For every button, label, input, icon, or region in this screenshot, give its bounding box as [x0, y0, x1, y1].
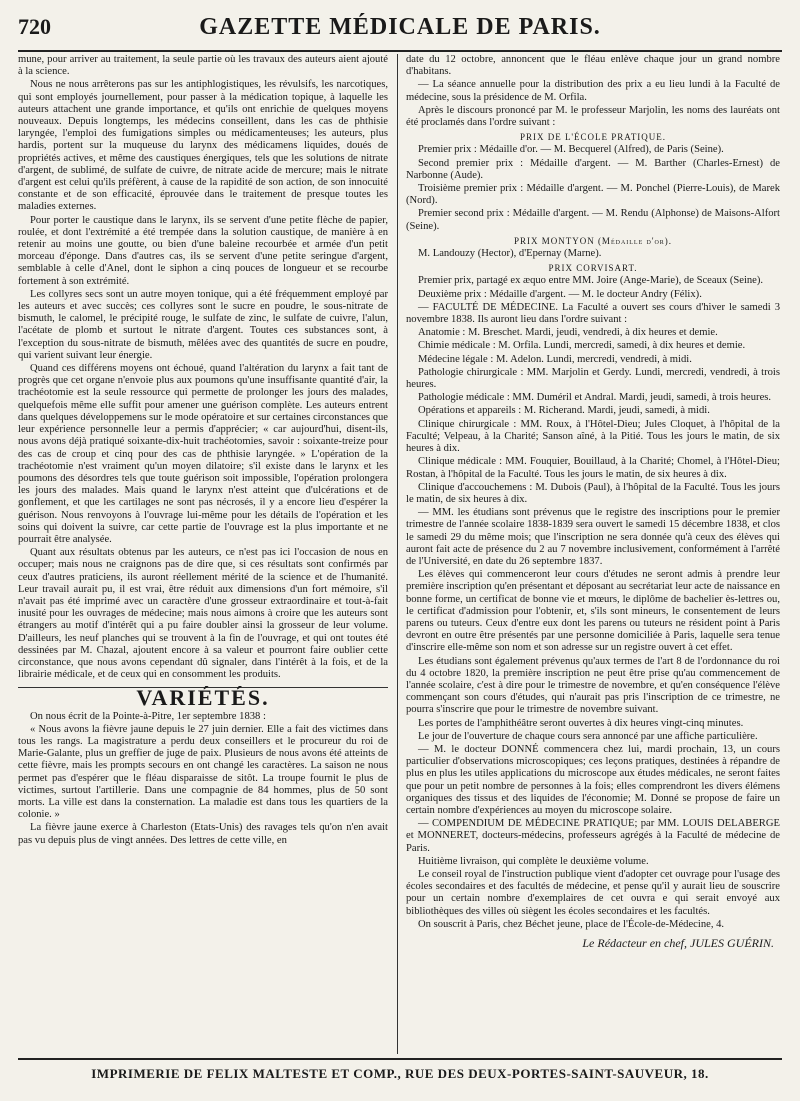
newspaper-page [18, 10, 782, 1090]
masthead [18, 10, 782, 52]
paragraph: Anatomie : M. Breschet. Mardi, jeudi, vendredi, à dix heures et demie. [418, 327, 718, 339]
paragraph: Le jour de l'ouverture de chaque cours sera annoncé par une affiche particulière. [418, 730, 758, 742]
paragraph: date du 12 octobre, annoncent que le fléau enlève chaque jour un grand nombre d'habitans. [406, 54, 780, 78]
editor-signature: Le Rédacteur en chef, JULES GUÉRIN. [582, 936, 774, 951]
paragraph: mune, pour arriver au traitement, la seule partie où les travaux des auteurs aient ajouté à la science. [18, 54, 388, 78]
paragraph: Après le discours prononcé par M. le professeur Marjolin, les noms des lauréats ont été proclamés dans l'ordre suivant : [406, 104, 780, 129]
paragraph: Clinique chirurgicale : MM. Roux, à l'Hôtel-Dieu; Jules Cloquet, à l'hôpital de la Faculté; Velpeau, à la Charité; Sanson aîné, à la Pitié. Tous les jours le matin, de six heures à dix. [406, 418, 780, 455]
paragraph: Opérations et appareils : M. Richerand. Mardi, jeudi, samedi, à midi. [418, 405, 710, 417]
paragraph: — COMPENDIUM DE MÉDECINE PRATIQUE; par MM. LOUIS DELABERGE et MONNERET, docteurs-médecins, professeurs agrégés à la Faculté de médecine de Paris. [406, 818, 780, 854]
paragraph: Pathologie chirurgicale : MM. Marjolin et Gerdy. Lundi, mercredi, vendredi, à trois heures. [406, 366, 780, 391]
page-number: 720 [18, 14, 51, 39]
prize-entry: Second premier prix : Médaille d'argent. — M. Barther (Charles-Ernest) de Narbonne (Aude). [406, 157, 780, 181]
prize-entry: Troisième premier prix : Médaille d'argent. — M. Ponchel (Pierre-Louis), de Marek (Nord). [406, 183, 780, 207]
paragraph: Le conseil royal de l'instruction publique vient d'adopter cet ouvrage pour l'usage des écoles secondaires et des facultés de médecine, et pense qu'il y aurait lieu de souscrire pour un certain nombre d'exemplaires de cet ouvra e qui serait envoyé aux bibliothèques des villes où siègent les écoles secondaires et les facultés. [406, 869, 780, 917]
paragraph: Huitième livraison, qui complète le deuxième volume. [418, 855, 649, 867]
paragraph: Nous ne nous arrêterons pas sur les antiphlogistiques, les révulsifs, les narcotiques, qui sont employés journellement, pour passer à la médication topique, à laquelle les auteurs attachent une grande importance, et qu'ils ont enrichie de quelques moyens nouveaux. Depuis longtemps, les médecins conseillent, dans les cas de phthisie laryngée, l'emploi des fumigations simples ou médicamenteuses; les auteurs, plus hardis, portent sur la muqueuse du larynx des médicamens liquides, doués de propriétés actives, et même des caustiques énergiques, tels que les solutions de nitrate d'argent, de sublimé, de sulfate de cuivre, de nitrate acide de mercure; mais le nitrate d'argent est celui qu'ils préfèrent, à cause de la rapidité de son action, de son innocuité constante et de son efficacité, éprouvée dans le traitement de presque toutes les maladies externes. [18, 79, 388, 213]
paragraph: « Nous avons la fièvre jaune depuis le 27 juin dernier. Elle a fait des victimes dans tous les rangs. La magistrature a perdu deux conseillers et le procureur du roi de Marie-Galante, plus un greffier de juge de paix. Plusieurs de nous avons été atteints de cette fièvre, mais les prompts secours en ont changé les caractères. La saison ne nous permet pas d'espérer que le fléau disparaisse de sitôt. La troupe fournit le plus de victimes, surtout l'artillerie. Dans une compagnie de 84 hommes, plus de 50 sont morts. La ville est dans la consternation. La maladie est dans tous les quartiers de la colonie. » [18, 723, 388, 821]
paragraph: — FACULTÉ DE MÉDECINE. La Faculté a ouvert ses cours d'hiver le samedi 3 novembre 1838. Ils auront lieu dans l'ordre suivant : [406, 301, 780, 326]
paragraph: Chimie médicale : M. Orfila. Lundi, mercredi, samedi, à dix heures et demie. [418, 340, 746, 352]
column-divider [397, 54, 398, 1054]
paragraph: Les étudians sont également prévenus qu'aux termes de l'art 8 de l'ordonnance du roi du 4 octobre 1820, la première inscription ne peut être prise qu'au commencement de l'année scolaire, c'est à dire pour le trimestre de novembre, et qu'en conséquence l'élève commençant son cours d'études, qui n'aurait pas pris l'inscription de ce trimestre, ne pourra s'inscrire que pour le trimestre de novembre suivant. [406, 655, 780, 716]
paragraph: Clinique médicale : MM. Fouquier, Bouillaud, à la Charité; Chomel, à l'Hôtel-Dieu; Rostan, à l'hôpital de la Faculté. Tous les jours le matin, de six heures à dix. [406, 456, 780, 480]
paragraph: Quant aux résultats obtenus par les auteurs, ce n'est pas ici l'occasion de nous en occuper; mais nous ne craignons pas de dire que, si ces résultats sont confirmés par ceux d'autres praticiens, ils auront réellement mérité de la science et de l'humanité. Leur travail aurait pu, il est vrai, être réduit aux dimensions d'un fort mémoire, s'il n'avait pas été imprimé avec un caractère d'une grosseur extraordinaire et tout-à-fait inusité pour les ouvrages de médecine; mais nous aimons à croire que les auteurs sont étrangers au motif d'intérêt qui a pu faire doubler ainsi la grosseur de leur volume. D'ailleurs, les neuf planches qui se trouvent à la fin de l'ouvrage, et qui ont toutes été dessinées par M. Chazal, ajoutent encore à sa valeur et pourront faire oublier cette circonstance, que nous avons cependant dû signaler, dans l'intérêt à la fois, et de la librairie médicale, et de ceux qui en consomment les produits. [18, 547, 388, 681]
article-columns [18, 54, 782, 1054]
varietes-heading: VARIÉTÉS. [136, 685, 270, 711]
right-column [406, 54, 780, 1054]
prize-entry: Premier prix, partagé ex æquo entre MM. Joire (Ange-Marie), de Sceaux (Seine). [418, 275, 764, 287]
paragraph: Clinique d'accouchemens : M. Dubois (Paul), à l'hôpital de la Faculté. Tous les jours le matin, de six heures à dix. [406, 481, 780, 505]
paragraph: Médecine légale : M. Adelon. Lundi, mercredi, vendredi, à midi. [418, 353, 692, 365]
page-title: GAZETTE MÉDICALE DE PARIS. [199, 14, 601, 40]
printer-imprint: IMPRIMERIE DE FELIX MALTESTE ET COMP., RUE DES DEUX-PORTES-SAINT-SAUVEUR, 18. [18, 1058, 782, 1090]
prize-entry: Premier prix : Médaille d'or. — M. Becquerel (Alfred), de Paris (Seine). [418, 144, 724, 156]
paragraph: Les élèves qui commenceront leur cours d'études ne seront admis à prendre leur première inscription qu'en présentant et déposant au secrétariat leur acte de naissance en bonne forme, un certificat de bonne vie et mœurs, le diplôme de bachelier ès-lettres ou, le certificat d'admission pour l'obtenir, et, s'ils sont mineurs, le consentement de leurs parens ou tuteurs. Ceux d'entre eux dont les parens ou tuteurs ne résident point à Paris devront en outre être présentés par une personne domiciliée à Paris, laquelle sera tenue d'inscrire elle-même son nom et son adresse sur un registre ouvert à cet effet. [406, 569, 780, 654]
prize-heading: PRIX MONTYON (Médaille d'or). [513, 235, 673, 246]
prize-heading: PRIX DE L'ÉCOLE PRATIQUE. [519, 132, 667, 143]
left-column [18, 54, 388, 1054]
paragraph: Les collyres secs sont un autre moyen tonique, qui a été fréquemment employé par les auteurs et avec succès; ces collyres sont le sucre en poudre, le sous-nitrate de bismuth, le calomel, le précipité rouge, le sulfate de zinc, le sulfate de cuivre, l'alun, l'acétate de plomb et surtout le nitrate d'argent. Toutes ces substances sont, à l'exception du sous-nitrate de bismuth, mêlées avec des quantités de sucre en poudre, qui varient suivant leur énergie. [18, 288, 388, 361]
paragraph: On nous écrit de la Pointe-à-Pitre, 1er septembre 1838 : [30, 710, 266, 722]
paragraph: — MM. les étudians sont prévenus que le registre des inscriptions pour le premier trimestre de l'année scolaire 1838-1839 sera ouvert le samedi 15 décembre 1838, et clos le samedi 29 du même mois; que l'inscription ne sera donnée qu'à ceux des élèves qui auront fait acte de présence du 2 au 7 novembre inclusivement, conformément à l'arrêté de l'Université, en date du 26 septembre 1837. [406, 507, 780, 567]
prize-entry: Deuxième prix : Médaille d'argent. — M. le docteur Andry (Félix). [418, 288, 702, 300]
prize-entry: Premier second prix : Médaille d'argent. — M. Rendu (Alphonse) de Maisons-Alfort (Seine). [406, 208, 780, 232]
paragraph: Pour porter le caustique dans le larynx, ils se servent d'une petite flèche de papier, roulée, et dont l'extrémité a été trempée dans la solution caustique, de manière à en retenir au moins une goutte, ou bien d'une baleine recourbée et armée d'un petit morceau d'éponge. Dans d'autres cas, ils se servent d'une petite seringue d'argent, semblable à celle d'Anel, dont le siphon a cinq pouces de longueur et se recourbe fortement à son extrémité. [18, 214, 388, 287]
paragraph: On souscrit à Paris, chez Béchet jeune, place de l'École-de-Médecine, 4. [418, 918, 725, 930]
paragraph: — La séance annuelle pour la distribution des prix a eu lieu lundi à la Faculté de médecine, sous la présidence de M. Orfila. [406, 79, 780, 103]
paragraph: La fièvre jaune exerce à Charleston (Etats-Unis) des ravages tels qu'on n'en avait pas vu depuis plus de vingt années. Des lettres de cette ville, en [18, 822, 388, 846]
prize-entry: M. Landouzy (Hector), d'Epernay (Marne). [418, 248, 602, 260]
paragraph: — M. le docteur DONNÉ commencera chez lui, mardi prochain, 13, un cours particulier d'observations microscopiques; ces leçons pratiques, destinées à répandre de plus en plus les utiles applications du microscope aux études médicales, ne seront faites que pour un petit nombre de personnes à la fois; elles comprendront les divers élémens organiques des tissus et des liquides de l'économie; M. Donné se propose de faire un certain nombre d'expériences au moyen du microscope solaire. [406, 743, 780, 816]
paragraph: Les portes de l'amphithéâtre seront ouvertes à dix heures vingt-cinq minutes. [418, 717, 744, 729]
prize-heading: PRIX CORVISART. [548, 263, 638, 274]
paragraph: Pathologie médicale : MM. Duméril et Andral. Mardi, jeudi, samedi, à trois heures. [418, 392, 772, 404]
paragraph: Quand ces différens moyens ont échoué, quand l'altération du larynx a fait tant de progrès que cet organe n'envoie plus aux poumons qu'une insuffisante quantité d'air, la trachéotomie est la seule ressource qui permette de prolonger les jours des malades, quelquefois même elle suffit pour amener une guérison complète. Les auteurs entrent dans quelques développemens sur le mode opératoire et sur certaines circonstances que leur expérience personnelle leur a permis d'apprécier; « car aujourd'hui, disent-ils, nous avons déjà pratiqué soixante-dix-huit trachéotomies, savoir : soixante-treize pour des cas de croup et cinq pour des cas de phthisie laryngée. » L'opération de la trachéotomie n'est vraiment qu'un moyen dilatoire; s'il existe dans le larynx et les poumons des désordres tels que toute guérison soit impossible, l'opération prolongera les jours des malades. Mais quand le larynx n'est atteint que d'ulcérations et de gonflement, et que les cartilages ne sont pas nécrosés, il y a encore lieu d'espérer la guérison. Nous renvoyons à l'ouvrage lui-même pour les détails de l'opération et les soins qui doivent la suivre, car cette partie de l'ouvrage est la plus importante et ne pourrait être analysée. [18, 363, 388, 545]
